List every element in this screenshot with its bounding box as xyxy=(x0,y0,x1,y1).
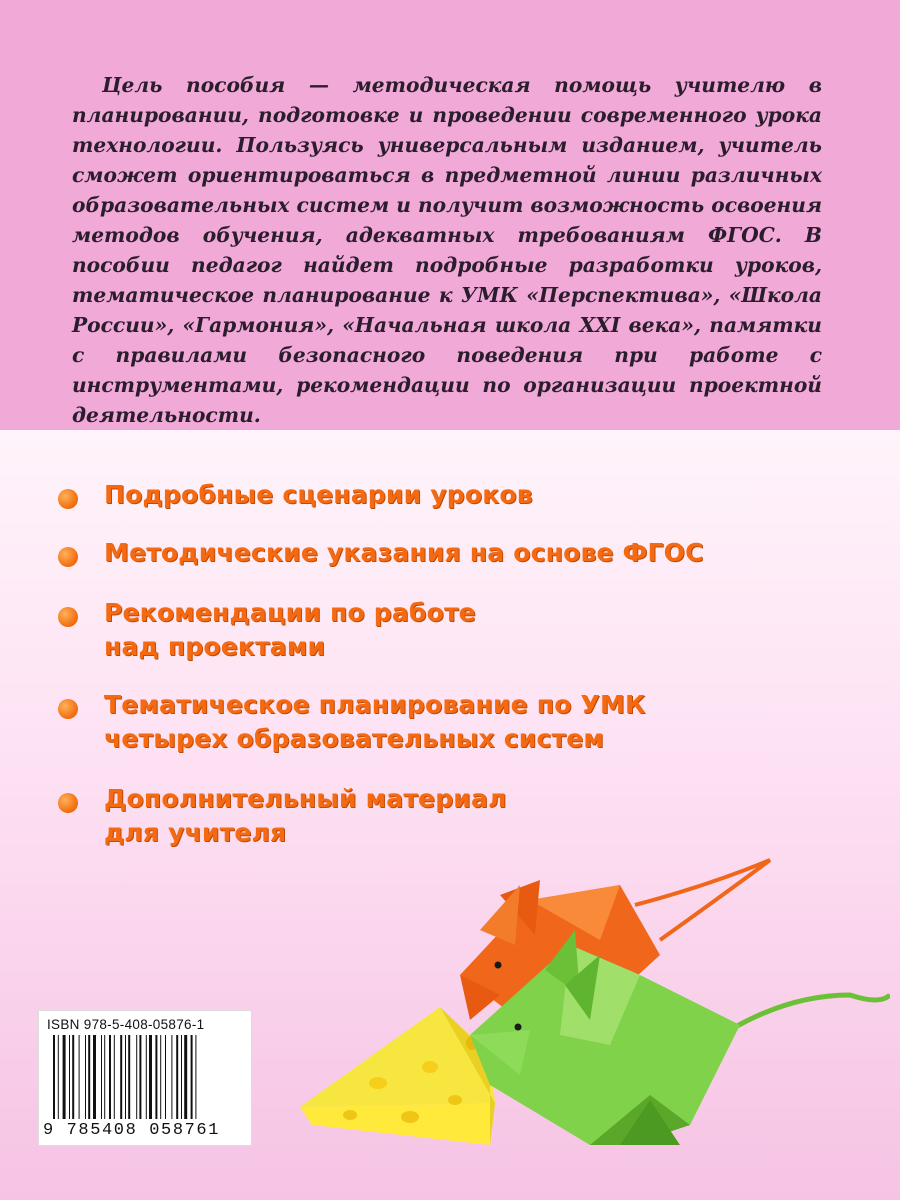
cheese-icon xyxy=(300,1007,495,1145)
isbn-label: ISBN 978-5-408-05876-1 xyxy=(47,1017,205,1032)
feature-text-line2: для учителя xyxy=(104,818,287,847)
feature-text: Методические указания на основе ФГОС xyxy=(104,538,704,567)
feature-text-line2: четырех образовательных систем xyxy=(104,724,604,753)
bullet-dot-icon xyxy=(58,699,78,719)
bullet-dot-icon xyxy=(58,607,78,627)
feature-text-line1: Тематическое планирование по УМК xyxy=(104,690,646,719)
feature-item xyxy=(58,478,533,512)
feature-item xyxy=(58,596,476,664)
barcode-bars xyxy=(53,1035,239,1119)
feature-item xyxy=(58,536,704,570)
feature-item xyxy=(58,688,646,756)
feature-item xyxy=(58,782,507,850)
bullet-dot-icon xyxy=(58,547,78,567)
barcode xyxy=(38,1010,252,1146)
bullet-dot-icon xyxy=(58,793,78,813)
barcode-digits: 9 785408 058761 xyxy=(43,1121,221,1140)
origami-mice-illustration xyxy=(290,845,890,1200)
feature-text: Подробные сценарии уроков xyxy=(104,480,533,509)
intro-paragraph: Цель пособия — методическая помощь учителю в планировании, подготовке и проведении современного урока технологии. Пользуясь универсальным изданием, учитель сможет ориентироваться в предметной линии различных образовательных систем и получит возможность освоения методов обучения, адекватных требованиям ФГОС. В пособии педагог найдет подробные разработки уроков, тематическое планирование к УМК «Перспектива», «Школа России», «Гармония», «Начальная школа XXI века», памятки с правилами безопасного поведения при работе с инструментами, рекомендации по организации проектной деятельности. xyxy=(72,73,823,428)
feature-text-line2: над проектами xyxy=(104,632,326,661)
bullet-dot-icon xyxy=(58,489,78,509)
feature-text-line1: Дополнительный материал xyxy=(104,784,507,813)
feature-text-line1: Рекомендации по работе xyxy=(104,598,476,627)
